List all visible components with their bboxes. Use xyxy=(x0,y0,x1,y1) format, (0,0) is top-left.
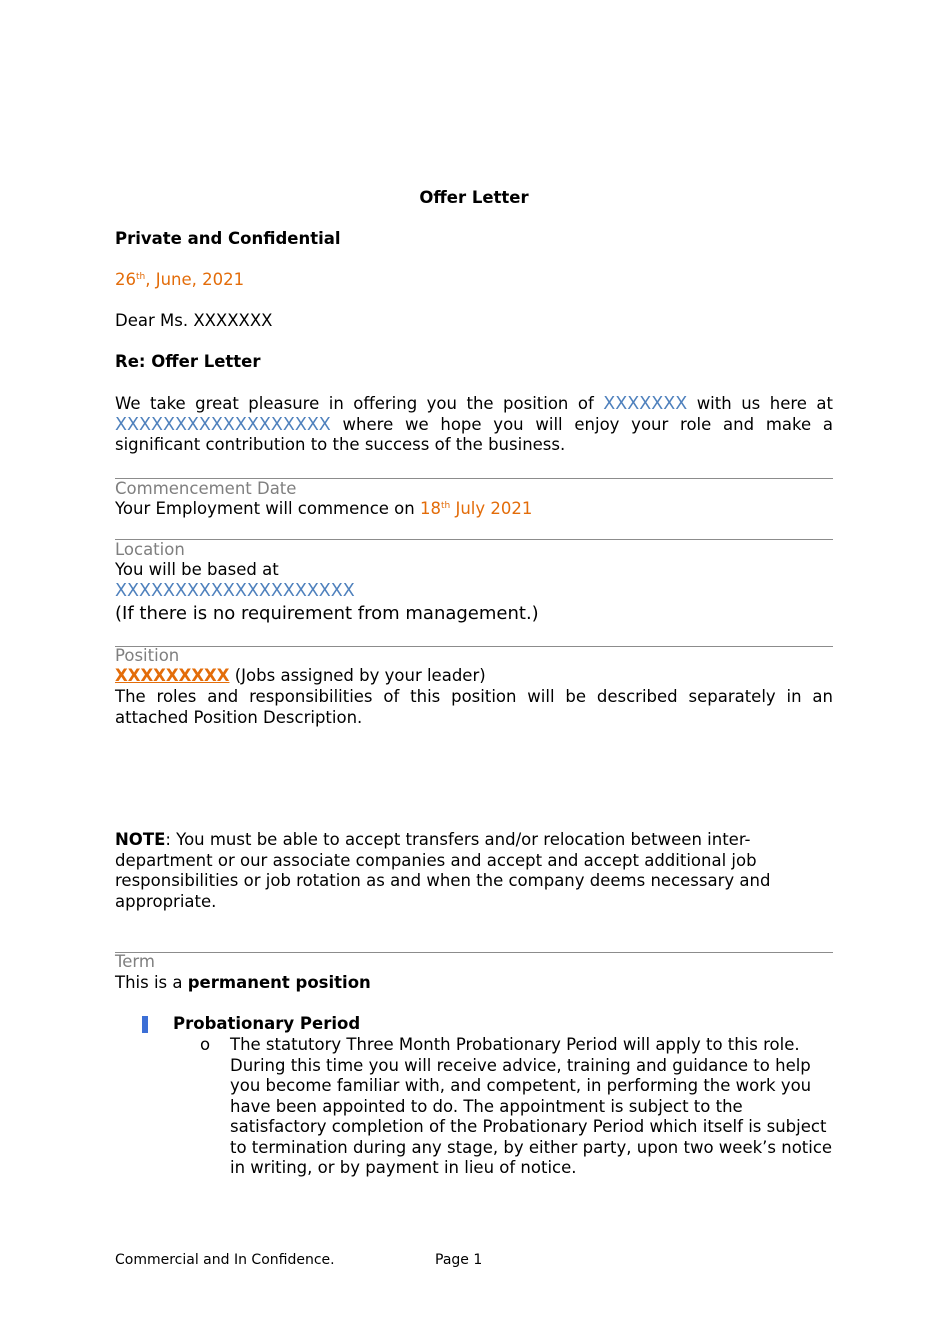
intro-text-3: where we hope you will enjoy your role and make a significant contribution to the success of the business. xyxy=(115,414,833,454)
commencement-text xyxy=(115,499,833,520)
location-placeholder: XXXXXXXXXXXXXXXXXXXX xyxy=(115,581,355,601)
re-line: Re: Offer Letter xyxy=(115,352,261,371)
date-rest: , June, 2021 xyxy=(145,270,245,289)
intro-position-placeholder: XXXXXXX xyxy=(603,394,688,414)
confidential-label: Private and Confidential xyxy=(115,229,341,248)
position-description: The roles and responsibilities of this position will be described separately in an attached Position Description. xyxy=(115,687,833,727)
letter-date xyxy=(115,270,833,291)
note-label: NOTE xyxy=(115,830,166,849)
position-heading: Position xyxy=(115,646,180,665)
note-text: : You must be able to accept transfers and/or relocation between inter-department or our associate companies and accept and accept additional job responsibilities or job rotation as and when the company deems necessary and appropriate. xyxy=(115,830,771,911)
commencement-lead: Your Employment will commence on xyxy=(115,499,420,518)
commencement-heading: Commencement Date xyxy=(115,479,297,498)
probation-title: Probationary Period xyxy=(173,1014,361,1033)
term-permanent: permanent position xyxy=(187,973,371,992)
commencement-suffix: th xyxy=(440,501,451,511)
probation-text: The statutory Three Month Probationary Period will apply to this role. During this time you will receive advice, training and guidance to help you become familiar with, and competent, in performing the work you have been appointed to do. The appointment is subject to the satisfactory completion of the Probationary Period which itself is subject to termination during any stage, by either party, upon two week’s notice in writing, or by payment in lieu of notice. xyxy=(230,1035,833,1177)
position-assigned: (Jobs assigned by your leader) xyxy=(229,666,486,685)
position-title-placeholder: XXXXXXXXX xyxy=(115,666,230,685)
bullet-marker-icon xyxy=(142,1016,148,1033)
position-line xyxy=(115,666,833,687)
location-note: (If there is no requirement from management.) xyxy=(115,603,539,624)
salutation: Dear Ms. XXXXXXX xyxy=(115,311,273,330)
term-heading: Term xyxy=(115,952,155,971)
commencement-rest: July 2021 xyxy=(450,499,533,518)
location-text: You will be based at xyxy=(115,560,279,579)
note-paragraph xyxy=(115,830,833,912)
date-suffix: th xyxy=(136,272,146,282)
footer-page-number: Page 1 xyxy=(435,1252,483,1268)
document-title: Offer Letter xyxy=(419,188,529,207)
intro-company-placeholder: XXXXXXXXXXXXXXXXXX xyxy=(115,414,331,435)
term-text xyxy=(115,973,833,994)
commencement-date xyxy=(420,499,532,518)
sub-bullet-icon: o xyxy=(200,1035,211,1054)
location-heading: Location xyxy=(115,540,185,559)
date-day: 26 xyxy=(115,270,136,289)
intro-text-2: with us here at xyxy=(687,394,833,413)
commencement-day: 18 xyxy=(419,499,441,518)
intro-paragraph xyxy=(115,394,833,456)
footer-confidential: Commercial and In Confidence. xyxy=(115,1252,335,1268)
intro-text-1: We take great pleasure in offering you the position of xyxy=(115,394,604,413)
term-lead: This is a xyxy=(115,973,188,992)
